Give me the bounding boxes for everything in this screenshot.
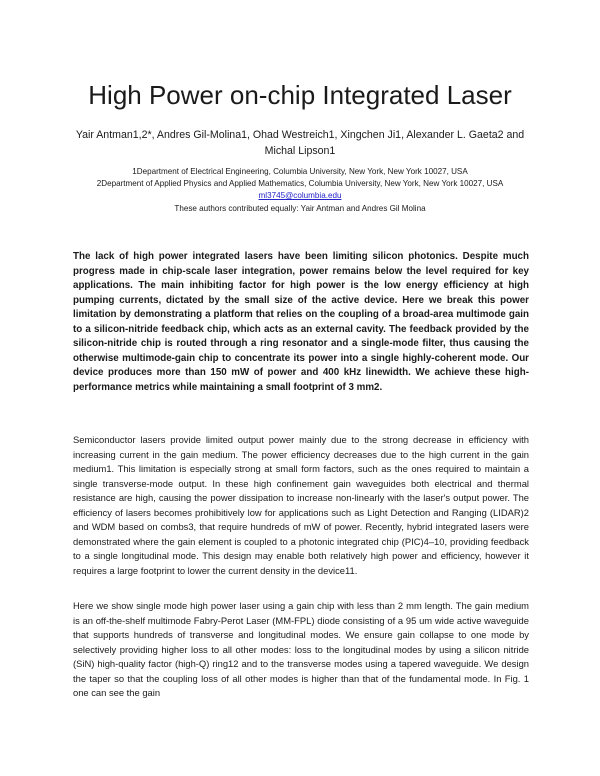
email-link[interactable]: ml3745@columbia.edu xyxy=(258,191,342,200)
body-paragraph-1: Semiconductor lasers provide limited output power mainly due to the strong decrease in efficiency with increasing current in the gain medium. The power efficiency decreases due to the high current in the gain medium1. This limitation is especially strong at small form factors, such as the ones required to maintain a single transverse-mode output. In these high confinement gain waveguides both electrical and thermal resistance are high, causing the power dissipation to increase non-linearly with the laser's output power. The efficiency of lasers becomes prohibitively low for applications such as Light Detection and Ranging (LIDAR)2 and WDM based on combs3, that require hundreds of mW of power. Recently, hybrid integrated lasers were demonstrated where the gain element is coupled to a photonic integrated chip (PIC)4–10, providing feedback to a single longitudinal mode. This design may enable both relatively high power and efficiency, however it requires a large footprint to lower the current density in the device11. xyxy=(73,434,529,576)
affiliation-2: 2Department of Applied Physics and Applied Mathematics, Columbia University, New York, New York 10027, USA xyxy=(96,179,504,188)
paper-title: High Power on-chip Integrated Laser xyxy=(88,80,512,110)
author-list: Yair Antman1,2*, Andres Gil-Molina1, Ohad Westreich1, Xingchen Ji1, Alexander L. Gaeta2 and Michal Lipson1 xyxy=(75,129,525,157)
contribution-note: These authors contributed equally: Yair Antman and Andres Gil Molina xyxy=(174,204,426,213)
affiliation-1: 1Department of Electrical Engineering, Columbia University, New York, New York 10027, USA xyxy=(132,167,468,176)
email-line xyxy=(40,190,560,201)
abstract: The lack of high power integrated lasers have been limiting silicon photonics. Despite much progress made in chip-scale laser integration, power remains below the level required for key applications. The main inhibiting factor for high power is the low energy efficiency at high pumping currents, dictated by the small size of the active device. Here we break this power limitation by demonstrating a platform that relies on the coupling of a broad-area multimode gain to a silicon-nitride feedback chip, which acts as an external cavity. The feedback provided by the silicon-nitride chip is routed through a ring resonator and a single-mode filter, thus causing the otherwise multimode-gain chip to concentrate its power into a single highly-coherent mode. Our device produces more than 150 mW of power and 400 kHz linewidth. We achieve these high-performance metrics while maintaining a small footprint of 3 mm2. xyxy=(73,251,529,393)
body-paragraph-2: Here we show single mode high power laser using a gain chip with less than 2 mm length. The gain medium is an off-the-shelf multimode Fabry-Perot Laser (MM-FPL) diode consisting of a 95 um wide active waveguide that supports hundreds of transverse and longitudinal modes. We ensure gain collapse to one mode by selectively providing higher loss to all other modes: loss to the longitudinal modes by using a silicon nitride (SiN) high-quality factor (high-Q) ring12 and to the transverse modes using a tapered waveguide. We design the taper so that the coupling loss of all other modes is higher than that of the fundamental mode. In Fig. 1 one can see the gain xyxy=(73,600,529,699)
